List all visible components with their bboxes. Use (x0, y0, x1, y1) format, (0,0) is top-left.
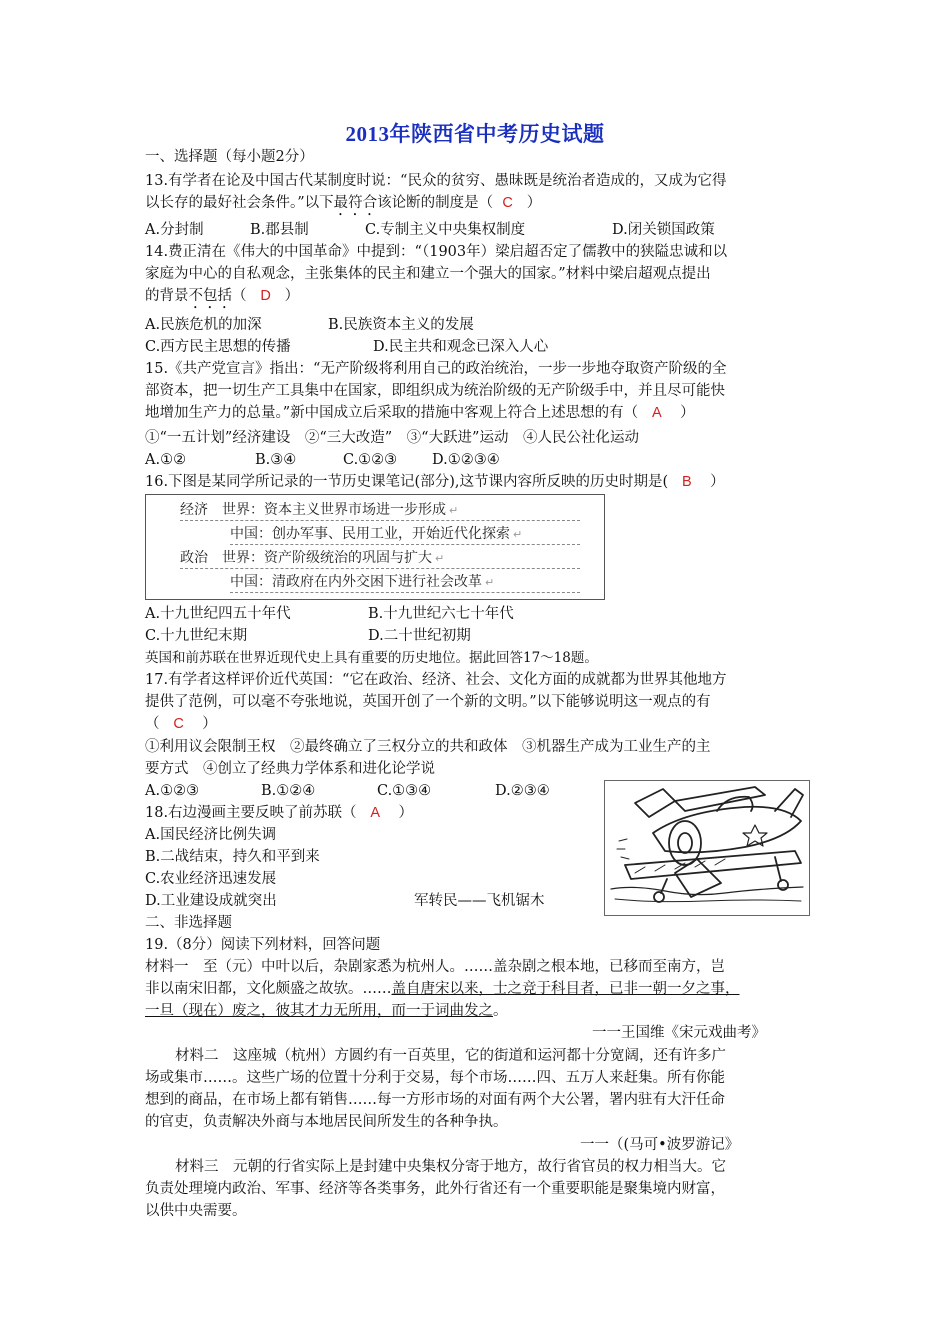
q18-option-b: B.二战结束，持久和平到来 (145, 849, 320, 865)
return-mark-icon: ↵ (435, 552, 445, 565)
q19-material2-line1: 材料二 这座城（杭州）方圆约有一百英里，它的街道和运河都十分宽阔，还有许多广 (175, 1048, 726, 1064)
q18-stem: 18.右边漫画主要反映了前苏联（ A ） (145, 805, 413, 821)
q19-material2-source: 一一（(马可•波罗游记》 (580, 1137, 740, 1153)
q16-option-b: B.十九世纪六七十年代 (368, 606, 514, 622)
q15-items: ①“一五计划”经济建设 ②“三大改造” ③“大跃进”运动 ④人民公社化运动 (145, 430, 639, 446)
q14-stem-line2: 家庭为中心的自私观念，主张集体的民主和建立一个强大的国家。”材料中梁启超观点提出 (145, 266, 711, 282)
q19-material2-line4: 的官吏，负责解决外商与本地居民间所发生的各种争执。 (145, 1114, 508, 1130)
q14-stem-line1: 14.费正清在《伟大的中国革命》中提到：“（1903年）梁启超否定了儒教中的狭隘忠诚和以 (145, 244, 728, 260)
q18-option-c: C.农业经济迅速发展 (145, 871, 277, 887)
q16-option-d: D.二十世纪初期 (368, 628, 471, 644)
q15-option-a: A.①② (145, 452, 187, 468)
q19-material1-source: 一一王国维《宋元戏曲考》 (592, 1025, 766, 1041)
q16-option-a: A.十九世纪四五十年代 (145, 606, 291, 622)
intro-17-18: 英国和前苏联在世界近现代史上具有重要的历史地位。据此回答17～18题。 (145, 650, 598, 666)
q14-stem-line3: 的背景不包括（ D ） (145, 288, 300, 304)
cartoon-caption: 军转民——飞机锯木 (414, 893, 545, 909)
q19-material1-line3: 一旦（现在）废之，彼其才力无所用，而一于词曲发之。 (145, 1003, 508, 1019)
q15-stem-line1: 15.《共产党宣言》指出：“无产阶级将利用自己的政治统治，一步一步地夺取资产阶级的全 (145, 361, 727, 377)
note-line: 经济 世界：资本主义世界市场进一步形成 ↵ (180, 499, 580, 521)
q19-material3-line2: 负责处理境内政治、军事、经济等各类事务，此外行省还有一个重要职能是聚集境内财富， (145, 1181, 725, 1197)
return-mark-icon: ↵ (485, 576, 495, 589)
q19-material1-line2: 非以南宋旧都，文化颇盛之故欤。……盖自唐宋以来，士之竞于科目者，已非一朝一夕之事， (145, 981, 740, 997)
q18-answer: A (370, 805, 381, 821)
q17-stem-line3: （ C ） (145, 716, 217, 732)
emphasis-text: 最符合 (333, 195, 378, 211)
section-heading-nonchoice: 二、非选择题 (145, 915, 232, 931)
section-heading-choice: 一、选择题（每小题2分） (145, 149, 314, 165)
q14-option-a: A.民族危机的加深 (145, 317, 262, 333)
q17-stem-line1: 17.有学者这样评价近代英国：“它在政治、经济、社会、文化方面的成就都为世界其他地方 (145, 672, 727, 688)
q15-answer: A (652, 405, 662, 421)
q14-option-c: C.西方民主思想的传播 (145, 339, 291, 355)
q17-items-line1: ①利用议会限制王权 ②最终确立了三权分立的共和政体 ③机器生产成为工业生产的主 (145, 739, 711, 755)
q13-stem-line2: 以长存的最好社会条件。”以下最符合该论断的制度是（ C ） (145, 195, 542, 211)
airplane-sawing-cartoon (604, 780, 810, 916)
note-line: 政治 世界：资产阶级统治的巩固与扩大 ↵ (180, 547, 580, 569)
q13-option-a: A.分封制 (145, 222, 204, 238)
q16-stem: 16.下图是某同学所记录的一节历史课笔记(部分),这节课内容所反映的历史时期是( B ） (145, 474, 725, 490)
q19-material3-line1: 材料三 元朝的行省实际上是封建中央集权分寄于地方，故行省官员的权力相当大。它 (175, 1159, 726, 1175)
q13-option-c: C.专制主义中央集权制度 (365, 222, 526, 238)
q15-option-b: B.③④ (255, 452, 297, 468)
q15-stem-line3: 地增加生产力的总量。”新中国成立后采取的措施中客观上符合上述思想的有（ A ） (145, 405, 695, 421)
q13-option-b: B.郡县制 (250, 222, 309, 238)
class-notes-box (145, 494, 605, 600)
q18-option-d: D.工业建设成就突出 (145, 893, 277, 909)
q14-option-b: B.民族资本主义的发展 (328, 317, 474, 333)
q14-answer: D (260, 288, 271, 304)
note-line: 中国：清政府在内外交困下进行社会改革 ↵ (230, 571, 580, 593)
emphasis-text: 不包括 (188, 288, 232, 304)
q14-option-d: D.民主共和观念已深入人心 (373, 339, 549, 355)
page-title: 2013年陕西省中考历史试题 (345, 122, 605, 146)
q17-option-c: C.①③④ (377, 783, 432, 799)
q19-material2-line3: 想到的商品，在市场上都有销售……每一方形市场的对面有两个大公署，署内驻有大汗任命 (145, 1092, 725, 1108)
q19-stem: 19.（8分）阅读下列材料，回答问题 (145, 937, 381, 953)
q15-stem-line2: 部资本，把一切生产工具集中在国家，即组织成为统治阶级的无产阶级手中，并且尽可能快 (145, 383, 725, 399)
return-mark-icon: ↵ (449, 504, 459, 517)
q17-answer: C (173, 716, 184, 732)
q13-stem-line1: 13.有学者在论及中国古代某制度时说：“民众的贫穷、愚昧既是统治者造成的，又成为它得 (145, 173, 727, 189)
q17-items-line2: 要方式 ④创立了经典力学体系和进化论学说 (145, 761, 435, 777)
q15-option-d: D.①②③④ (432, 452, 500, 468)
q16-option-c: C.十九世纪末期 (145, 628, 248, 644)
underlined-text: 一旦（现在）废之，彼其才力无所用，而一于词曲发之 (145, 1003, 493, 1019)
q16-answer: B (681, 474, 692, 490)
q13-option-d: D.闭关锁国政策 (612, 222, 715, 238)
q17-stem-line2: 提供了范例，可以毫不夸张地说，英国开创了一个新的文明。”以下能够说明这一观点的有 (145, 694, 711, 710)
underlined-text: 盖自唐宋以来，士之竞于科目者，已非一朝一夕之事， (391, 981, 740, 997)
q17-option-b: B.①②④ (261, 783, 316, 799)
q19-material3-line3: 以供中央需要。 (145, 1203, 247, 1219)
return-mark-icon: ↵ (513, 528, 523, 541)
q15-option-c: C.①②③ (343, 452, 398, 468)
note-line: 中国：创办军事、民用工业，开始近代化探索 ↵ (230, 523, 580, 545)
q18-option-a: A.国民经济比例失调 (145, 827, 277, 843)
airplane-cartoon-drawing (605, 781, 809, 915)
q19-material1-line1: 材料一 至（元）中叶以后，杂剧家悉为杭州人。……盖杂剧之根本地，已移而至南方，岂 (145, 959, 725, 975)
q13-answer: C (502, 195, 513, 211)
q19-material2-line2: 场或集市……。这些广场的位置十分利于交易，每个市场……四、五万人来赶集。所有你能 (145, 1070, 725, 1086)
q17-option-d: D.②③④ (495, 783, 550, 799)
q17-option-a: A.①②③ (145, 783, 200, 799)
